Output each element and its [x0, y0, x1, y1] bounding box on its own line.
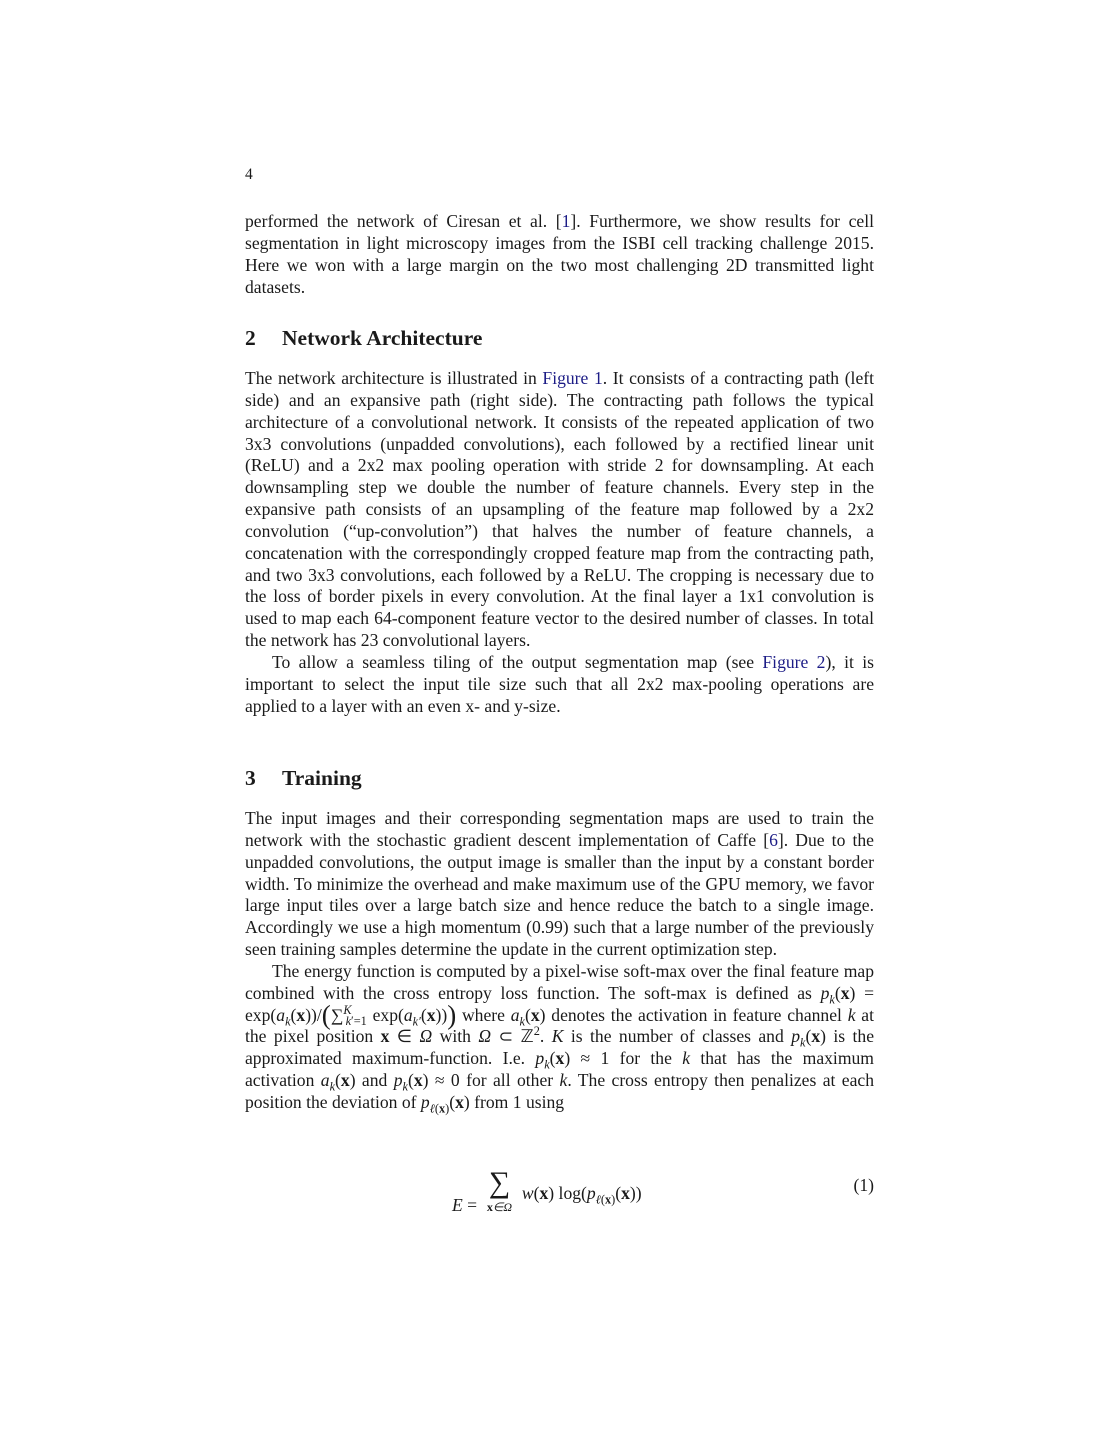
section3-paragraph-2: The energy function is computed by a pixel-wise soft-max over the final feature map combined with the cross entropy loss function. The soft-max is defined as $p_k(x) = \exp(a_k(x))/(\sum^K_{k'=1}$ $\exp(a_{k'}(x))$) where $a_k(x)$ denotes the activation in feature channel k at the pixel position x ∈ Ω with Ω ⊂ ℤ$^2$. K is the number of classes and $p_k(x)$ is the approximated maximum-function. I.e. $p_k(x) \approx 1$ for the k that has the maximum activation $a_k(x)$ and $p_k(x) \approx 0$ for all other k. The cross entropy then penalizes at each position the deviation of $p_{\ell(x)}(x)$ from 1 using — [245, 960, 875, 1116]
section3-paragraph-1: The input images and their corresponding segmentation maps are used to train the network with the stochastic gradient descent implementation of Caffe [6]. Due to the unpadded convolutions, the output image is smaller than the input by a constant border width. To minimize the overhead and make maximum use of the GPU memory, we favor large input tiles over a large batch size and hence reduce the batch to a single image. Accordingly we use a high momentum (0.99) such that a large number of the previously seen training samples determine the update in the current optimization step. — [245, 808, 874, 960]
sum-limit: x∈Ω — [486, 1200, 513, 1214]
citation-link-1[interactable]: 1 — [561, 211, 571, 231]
equation-1 — [245, 1168, 874, 1218]
section-heading-training: 3 Training — [245, 766, 362, 790]
figure-1-link[interactable]: Figure 1 — [542, 368, 603, 388]
section-heading-network-architecture: 2 Network Architecture — [245, 326, 483, 350]
equation-number: (1) — [853, 1175, 874, 1195]
figure-2-link[interactable]: Figure 2 — [762, 651, 826, 672]
section2-paragraph-1: The network architecture is illustrated in Figure 1. It consists of a contracting path (left side) and an expansive path (right side). The contracting path follows the typical architecture of a convolutional network. It consists of the repeated application of two 3x3 convolutions (unpadded convolutions), each followed by a rectified linear unit (ReLU) and a 2x2 max pooling operation with stride 2 for downsampling. At each downsampling step we double the number of feature channels. Every step in the expansive path consists of an upsampling of the feature map followed by a 2x2 convolution (“up-convolution”) that halves the number of feature channels, a concatenation with the correspondingly cropped feature map from the contracting path, and two 3x3 convolutions, each followed by a ReLU. The cropping is necessary due to the loss of border pixels in every convolution. At the final layer a 1x1 convolution is used to map each 64-component feature vector to the desired number of classes. In total the network has 23 convolutional layers. — [245, 368, 874, 651]
intro-paragraph: performed the network of Ciresan et al. [1]. Furthermore, we show results for cell segmentation in light microscopy images from the ISBI cell tracking challenge 2015. Here we won with a large margin on the two most challenging 2D transmitted light datasets. — [245, 211, 874, 297]
section2-body — [245, 368, 874, 718]
page-number: 4 — [245, 166, 253, 183]
sum-operator: ∑ x∈Ω — [481, 1168, 517, 1215]
section2-paragraph-2: To allow a seamless tiling of the output segmentation map (see Figure 2), it is important to select the input tile size such that all 2x2 max-pooling operations are applied to a layer with an even x- and y-size. — [245, 651, 874, 716]
citation-link-6[interactable]: 6 — [769, 829, 778, 850]
section3-body — [245, 808, 874, 1114]
equation-body: E = ∑ x∈Ω w(x) $\log(p_{\ell(x)}(x))$ — [452, 1166, 642, 1215]
softmax-formula: $p_k(x) = \exp(a_k(x))/(\sum^K_{k'=1}$ $\exp(a_{k'}(x))$) — [245, 982, 874, 1030]
